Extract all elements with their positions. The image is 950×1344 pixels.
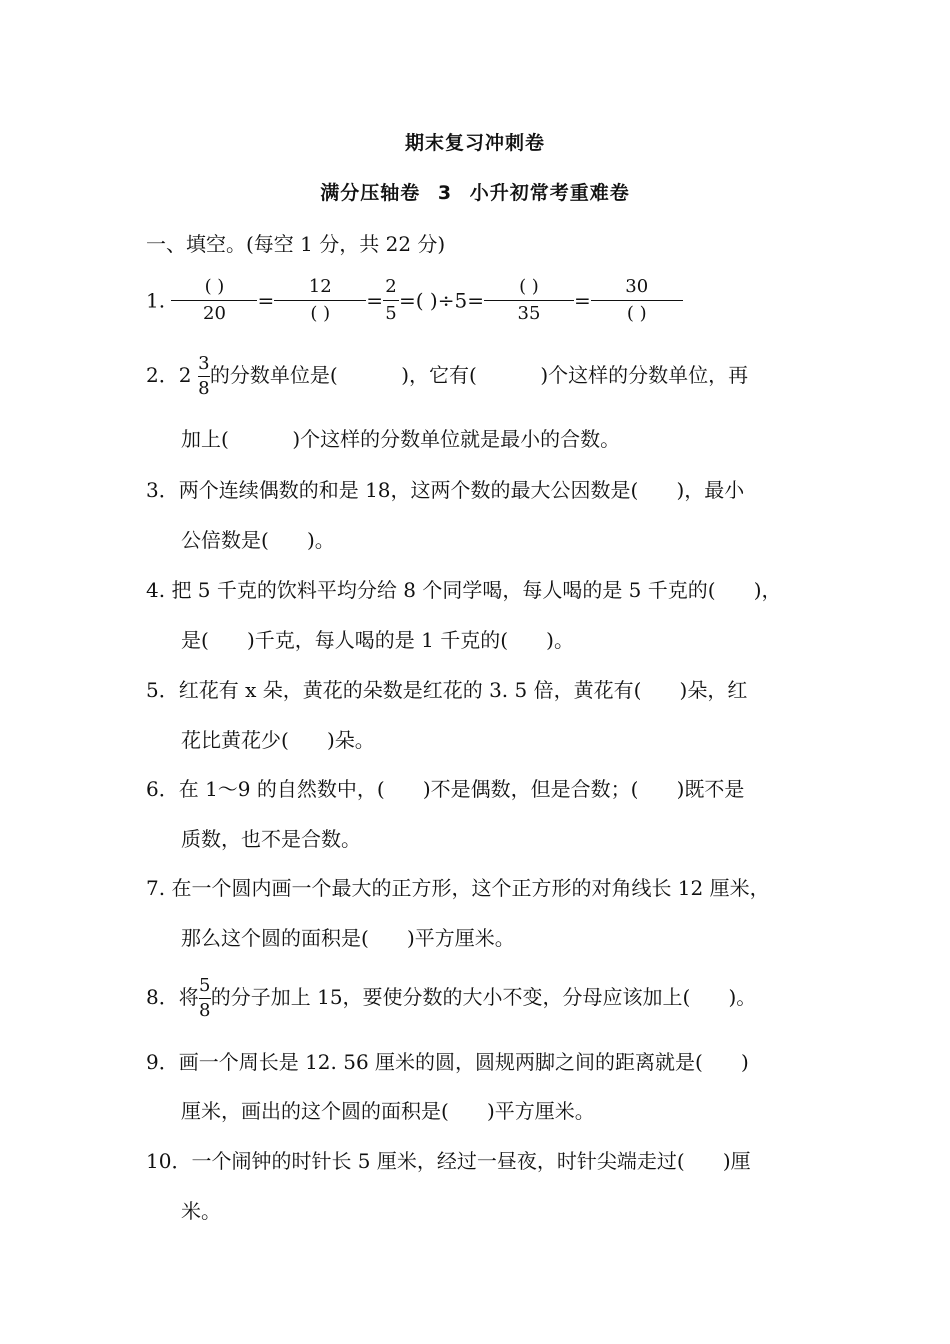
q2-denominator: 8 [198, 378, 210, 399]
question-5-line-2: 花比黄花少( )朵。 [181, 728, 375, 752]
q1-f4-numerator: ( ) [519, 276, 539, 297]
q8-label: 8．将 [146, 985, 199, 1009]
q1-f1-denominator: 20 [203, 303, 226, 324]
q2-text-a: 的分数单位是( )，它有( )个这样的分数单位，再 [209, 363, 749, 387]
page-subtitle: 满分压轴卷 3 小升初常考重难卷 [320, 182, 630, 204]
q2-whole-number: 2 [178, 363, 192, 387]
q2-fraction [198, 354, 210, 399]
question-4-line-2: 是( )千克，每人喝的是 1 千克的( )。 [181, 628, 574, 652]
q1-label: 1. [146, 288, 166, 313]
q1-equals-3: = [573, 288, 591, 313]
question-1 [146, 276, 683, 332]
question-9-line-1: 9．画一个周长是 12. 56 厘米的圆，圆规两脚之间的距离就是( ) [146, 1050, 749, 1074]
question-5-line-1: 5．红花有 x 朵，黄花的朵数是红花的 3. 5 倍，黄花有( )朵，红 [146, 678, 748, 702]
question-2-line-2: 加上( )个这样的分数单位就是最小的合数。 [181, 427, 621, 451]
q1-equals-2: = [366, 288, 383, 313]
question-7-line-2: 那么这个圆的面积是( )平方厘米。 [181, 926, 515, 950]
q1-f1-numerator: ( ) [204, 276, 225, 297]
q1-fraction-3 [383, 276, 399, 325]
q2-numerator: 3 [198, 353, 210, 374]
q8-numerator: 5 [199, 975, 211, 996]
q1-fraction-5 [591, 276, 683, 325]
question-10-line-1: 10．一个闹钟的时针长 5 厘米，经过一昼夜，时针尖端走过( )厘 [146, 1149, 751, 1173]
q1-f5-denominator: ( ) [626, 303, 647, 324]
q8-text: 的分子加上 15，要使分数的大小不变，分母应该加上( )。 [210, 985, 757, 1009]
q1-f3-numerator: 2 [385, 276, 397, 297]
q1-f5-numerator: 30 [625, 276, 649, 297]
question-6-line-1: 6．在 1～9 的自然数中，( )不是偶数，但是合数；( )既不是 [146, 777, 745, 801]
question-3-line-2: 公倍数是( )。 [181, 528, 335, 552]
q1-equals-1: = [257, 288, 275, 313]
question-10-line-2: 米。 [181, 1199, 221, 1223]
q2-label: 2． [146, 363, 179, 387]
q8-denominator: 8 [199, 1000, 211, 1021]
q1-middle-text: =( )÷5= [398, 288, 484, 313]
q1-f2-numerator: 12 [308, 276, 332, 297]
q1-fraction-1 [171, 276, 257, 325]
q1-fraction-2 [274, 276, 366, 325]
question-2-line-1 [146, 350, 748, 400]
question-7-line-1: 7. 在一个圆内画一个最大的正方形，这个正方形的对角线长 12 厘米， [146, 876, 770, 900]
page-title: 期末复习冲刺卷 [404, 132, 545, 154]
question-3-line-1: 3．两个连续偶数的和是 18，这两个数的最大公因数是( )，最小 [146, 478, 745, 502]
question-8 [146, 972, 756, 1022]
q1-f2-denominator: ( ) [310, 303, 331, 324]
section-heading: 一、填空。(每空 1 分，共 22 分) [146, 232, 446, 256]
question-9-line-2: 厘米，画出的这个圆的面积是( )平方厘米。 [181, 1099, 595, 1123]
q1-fraction-4 [484, 276, 574, 325]
question-4-line-1: 4. 把 5 千克的饮料平均分给 8 个同学喝，每人喝的是 5 千克的( )， [146, 578, 782, 602]
q1-f4-denominator: 35 [517, 303, 541, 324]
question-6-line-2: 质数，也不是合数。 [181, 827, 361, 851]
q8-fraction [199, 976, 211, 1021]
q1-f3-denominator: 5 [385, 303, 397, 324]
